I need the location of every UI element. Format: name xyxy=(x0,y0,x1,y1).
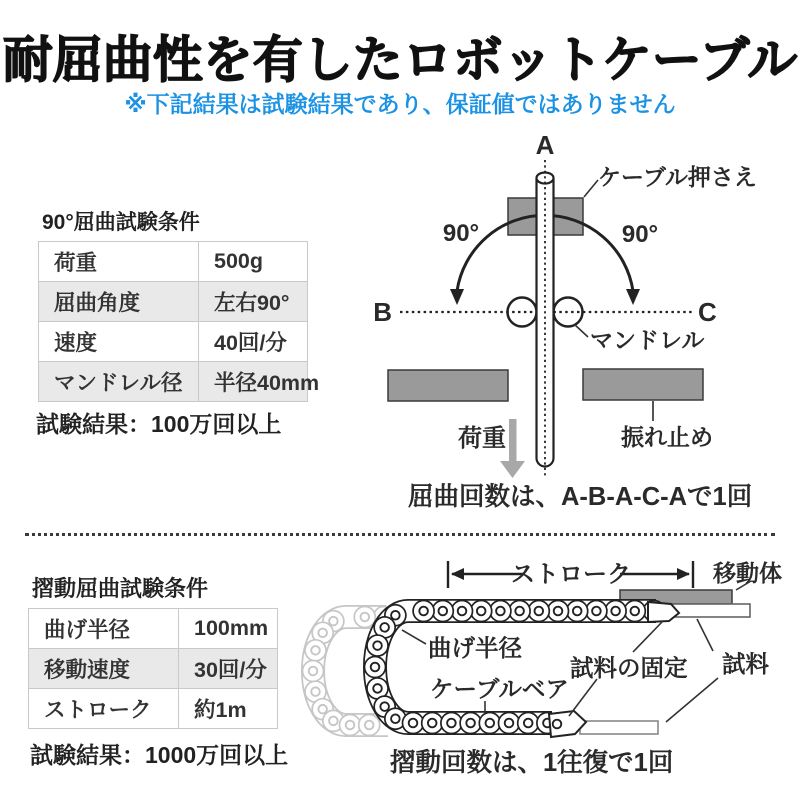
chain-end-bottom-hole xyxy=(553,720,562,729)
bend-test-heading: 90°屈曲試験条件 xyxy=(42,211,200,234)
condition-value: 左右90° xyxy=(199,282,308,322)
slide-test-diagram xyxy=(0,545,800,800)
section-divider xyxy=(25,533,775,536)
condition-label: 荷重 xyxy=(39,242,199,282)
condition-value: 100mm xyxy=(179,609,278,649)
slide-test-heading: 摺動屈曲試験条件 xyxy=(32,576,209,601)
condition-value: 半径40mm xyxy=(199,362,308,402)
condition-label: 曲げ半径 xyxy=(29,609,179,649)
slide-count-caption: 摺動回数は、1往復で1回 xyxy=(390,749,674,777)
steady-rest-label: 振れ止め xyxy=(621,424,713,450)
load-arrow-shaft xyxy=(509,419,517,462)
load-label: 荷重 xyxy=(458,425,506,452)
arc-arrowhead-left xyxy=(450,289,464,305)
mandrel-label: マンドレル xyxy=(590,327,705,353)
bend-count-caption: 屈曲回数は、A-B-A-C-Aで1回 xyxy=(408,483,753,511)
bend-radius-label: 曲げ半径 xyxy=(428,635,522,661)
condition-label: マンドレル径 xyxy=(39,362,199,402)
bend-radius-leader xyxy=(402,630,426,644)
mandrel-leader xyxy=(574,324,588,337)
sample-fix-label: 試料の固定 xyxy=(570,655,688,681)
page-title: 耐屈曲性を有したロボットケーブル xyxy=(2,32,798,88)
condition-value: 500g xyxy=(199,242,308,282)
angle-left-label: 90° xyxy=(442,220,480,247)
point-c-label: C xyxy=(698,297,717,327)
bend-test-result: 試験結果：100万回以上 xyxy=(36,411,282,437)
load-arrow-head xyxy=(500,461,525,478)
sample-bar-bottom xyxy=(580,721,658,734)
slide-test-result: 試験結果：1000万回以上 xyxy=(30,742,289,768)
arc-arrowhead-right xyxy=(626,289,640,305)
condition-label: ストローク xyxy=(29,689,179,729)
point-b-label: B xyxy=(373,297,392,327)
stroke-arrowhead-left xyxy=(451,568,464,580)
steady-rest-right xyxy=(583,369,703,400)
point-a-label: A xyxy=(535,130,555,160)
condition-label: 屈曲角度 xyxy=(39,282,199,322)
condition-label: 移動速度 xyxy=(29,649,179,689)
condition-label: 速度 xyxy=(39,322,199,362)
moving-body-label: 移動体 xyxy=(713,560,782,586)
condition-value: 約1m xyxy=(179,689,278,729)
stroke-arrowhead-right xyxy=(677,568,690,580)
cable-carrier-label: ケーブルベア xyxy=(430,676,569,702)
cable-holder-label: ケーブル押さえ xyxy=(598,164,757,190)
stroke-label: ストローク xyxy=(511,561,631,588)
cable-tube-bottom-cap xyxy=(537,458,554,466)
sample-label: 試料 xyxy=(722,651,769,677)
condition-value: 40回/分 xyxy=(199,322,308,362)
bend-test-diagram xyxy=(0,125,800,520)
disclaimer-text: ※下記結果は試験結果であり、保証値ではありません xyxy=(124,91,676,117)
angle-right-label: 90° xyxy=(621,221,659,248)
steady-rest-left xyxy=(388,370,508,401)
condition-value: 30回/分 xyxy=(179,649,278,689)
cable-holder-leader xyxy=(584,180,598,197)
